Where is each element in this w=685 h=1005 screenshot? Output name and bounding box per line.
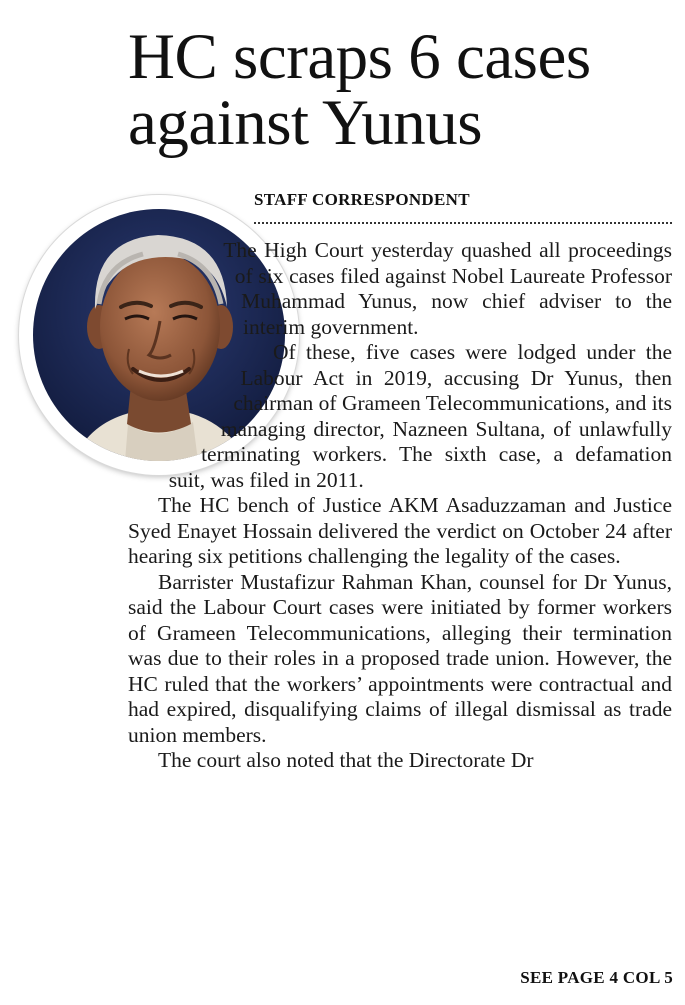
headline: HC scraps 6 cases against Yunus bbox=[128, 21, 591, 159]
article-paragraph: Barrister Mustafizur Rahman Khan, counsel for Dr Yunus, said the Labour Court cases were initiated by former workers of Grameen Telecommunications, alleging their termination was due to their roles in a proposed trade union. However, the HC ruled that the workers’ appointments were contractual and had expired, disqualifying claims of illegal dismissal as trade union members. bbox=[128, 569, 672, 747]
article-paragraph: Of these, five cases were lodged under the Labour Act in 2019, accusing Dr Yunus, then chairman of Grameen Telecommunications, and its managing director, Nazneen Sultana, of unlawfully terminating workers. The sixth case, a defamation suit, was filed in 2011. bbox=[168, 340, 673, 492]
byline: STAFF CORRESPONDENT bbox=[254, 190, 470, 209]
article-body bbox=[128, 238, 672, 774]
dotted-divider bbox=[254, 222, 672, 224]
article-paragraph: The High Court yesterday quashed all proceedings of six cases filed against Nobel Laureate Professor Muhammad Yunus, now chief adviser to the interim government. bbox=[223, 238, 672, 339]
article-paragraph: The court also noted that the Directorate Dr bbox=[158, 748, 534, 772]
article-paragraph: The HC bench of Justice AKM Asaduzzaman and Justice Syed Enayet Hossain delivered the verdict on October 24 after hearing six petitions challenging the legality of the cases. bbox=[128, 493, 672, 568]
continuation-link[interactable]: SEE PAGE 4 COL 5 bbox=[520, 968, 673, 987]
